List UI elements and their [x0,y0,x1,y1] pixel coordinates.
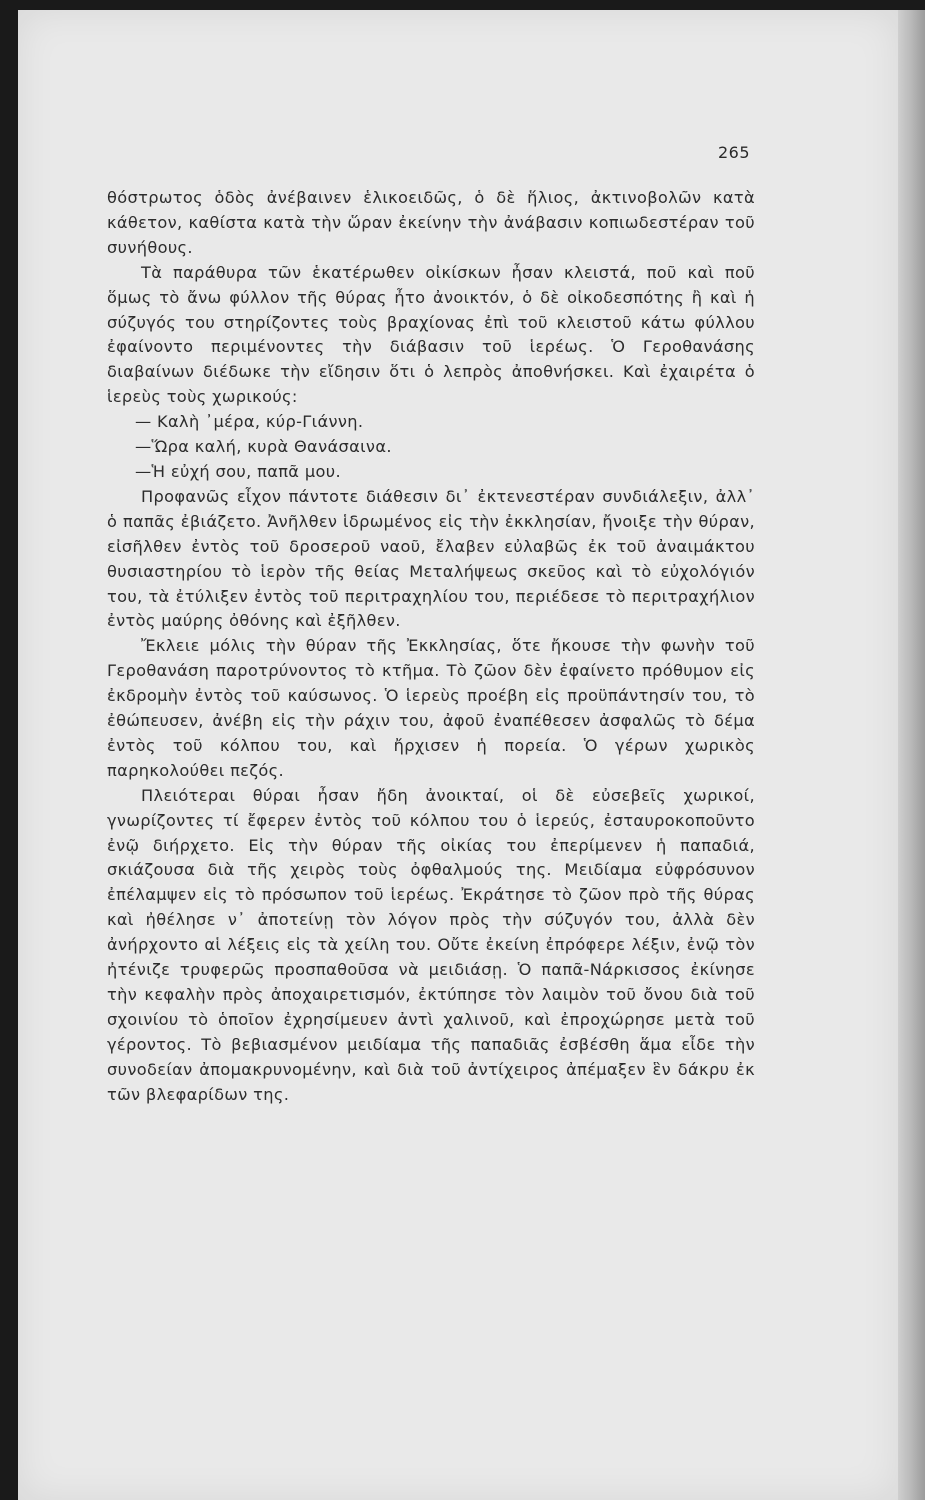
dialogue-line: —Ὥρα καλή, κυρὰ Θανάσαινα. [135,437,392,457]
paragraph: Προφανῶς εἶχον πάντοτε διάθεσιν δι᾽ ἐκτενεστέραν συνδιάλεξιν, ἀλλ᾽ ὁ παπᾶς ἐβιάζετο. Ἀνῆλθεν ἱδρωμένος εἰς τὴν ἐκκλησίαν, ἤνοιξε τὴν θύραν, εἰσῆλθεν ἐντὸς τοῦ δροσεροῦ ναοῦ, ἔλαβεν εὐλαβῶς ἐκ τοῦ ἀναιμάκτου θυσιαστηρίου τὸ ἱερὸν τῆς θείας Μεταλήψεως σκεῦος καὶ τὸ εὐχολόγιόν του, τὰ ἐτύλιξεν ἐντὸς τοῦ περιτραχηλίου του, περιέδεσε τὸ περιτραχήλιον ἐντὸς μαύρης ὀθόνης καὶ ἐξῆλθεν. [107,486,755,631]
paragraph: Τὰ παράθυρα τῶν ἑκατέρωθεν οἰκίσκων ἦσαν κλειστά, ποῦ καὶ ποῦ ὅμως τὸ ἄνω φύλλον τῆς θύρας ἦτο ἀνοικτόν, ὁ δὲ οἰκοδεσπότης ἢ καὶ ἡ σύζυγός του στηρίζοντες τοὺς βραχίονας ἐπὶ τοῦ κλειστοῦ κάτω φύλλου ἐφαίνοντο περιμένοντες τὴν διάβασιν τοῦ ἱερέως. Ὁ Γεροθανάσης διαβαίνων διέδωκε τὴν εἴδησιν ὅτι ὁ λεπρὸς ἀποθνήσκει. Καὶ ἐχαιρέτα ὁ ἱερεὺς τοὺς χωρικούς: [107,262,755,407]
dialogue-line: —Ἡ εὐχή σου, παπᾶ μου. [135,461,341,481]
page-edge [898,10,925,1500]
body-text [107,186,755,1108]
paragraph: θόστρωτος ὁδὸς ἀνέβαινεν ἑλικοειδῶς, ὁ δὲ ἥλιος, ἀκτινοβολῶν κατὰ κάθετον, καθίστα κατὰ τὴν ὥραν ἐκείνην τὴν ἀνάβασιν κοπιωδεστέραν τοῦ συνήθους. [107,188,755,257]
page-number: 265 [718,143,751,162]
paragraph: Πλειότεραι θύραι ἦσαν ἤδη ἀνοικταί, οἱ δὲ εὐσεβεῖς χωρικοί, γνωρίζοντες τί ἔφερεν ἐντὸς τοῦ κόλπου του ὁ ἱερεύς, ἐσταυροκοποῦντο ἐνῷ διήρχετο. Εἰς τὴν θύραν τῆς οἰκίας του ἐπερίμενεν ἡ παπαδιά, σκιάζουσα διὰ τῆς χειρὸς τοὺς ὀφθαλμούς της. Μειδίαμα εὐφρόσυνον ἐπέλαμψεν εἰς τὸ πρόσωπον τοῦ ἱερέως. Ἐκράτησε τὸ ζῶον πρὸ τῆς θύρας καὶ ἠθέλησε ν᾽ ἀποτείνῃ τὸν λόγον πρὸς τὴν σύζυγόν του, ἀλλὰ δὲν ἀνήρχοντο αἱ λέξεις εἰς τὰ χείλη του. Οὔτε ἐκείνη ἐπρόφερε λέξιν, ἐνῷ τὸν ἠτένιζε τρυφερῶς προσπαθοῦσα νὰ μειδιάσῃ. Ὁ παπᾶ-Νάρκισσος ἐκίνησε τὴν κεφαλὴν πρὸς ἀποχαιρετισμόν, ἐκτύπησε τὸν λαιμὸν τοῦ ὄνου διὰ τοῦ σχοινίου τὸ ὁποῖον ἐχρησίμευεν ἀντὶ χαλινοῦ, καὶ ἐπροχώρησε μετὰ τοῦ γέροντος. Τὸ βεβιασμένον μειδίαμα τῆς παπαδιᾶς ἐσβέσθη ἅμα εἶδε τὴν συνοδείαν ἀπομακρυνομένην, καὶ διὰ τοῦ ἀντίχειρος ἀπέμαξεν ἓν δάκρυ ἐκ τῶν βλεφαρίδων της. [107,785,755,1104]
paragraph: Ἔκλειε μόλις τὴν θύραν τῆς Ἐκκλησίας, ὅτε ἤκουσε τὴν φωνὴν τοῦ Γεροθανάση παροτρύνοντος τὸ κτῆμα. Τὸ ζῶον δὲν ἐφαίνετο πρόθυμον εἰς ἐκδρομὴν ἐντὸς τοῦ καύσωνος. Ὁ ἱερεὺς προέβη εἰς προϋπάντησίν του, τὸ ἐθώπευσεν, ἀνέβη εἰς τὴν ράχιν του, ἀφοῦ ἐναπέθεσεν ἀσφαλῶς τὸ δέμα ἐντὸς τοῦ κόλπου του, καὶ ἤρχισεν ἡ πορεία. Ὁ γέρων χωρικὸς παρηκολούθει πεζός. [107,636,755,780]
dialogue-line: — Καλὴ ᾽μέρα, κύρ-Γιάννη. [135,412,364,432]
